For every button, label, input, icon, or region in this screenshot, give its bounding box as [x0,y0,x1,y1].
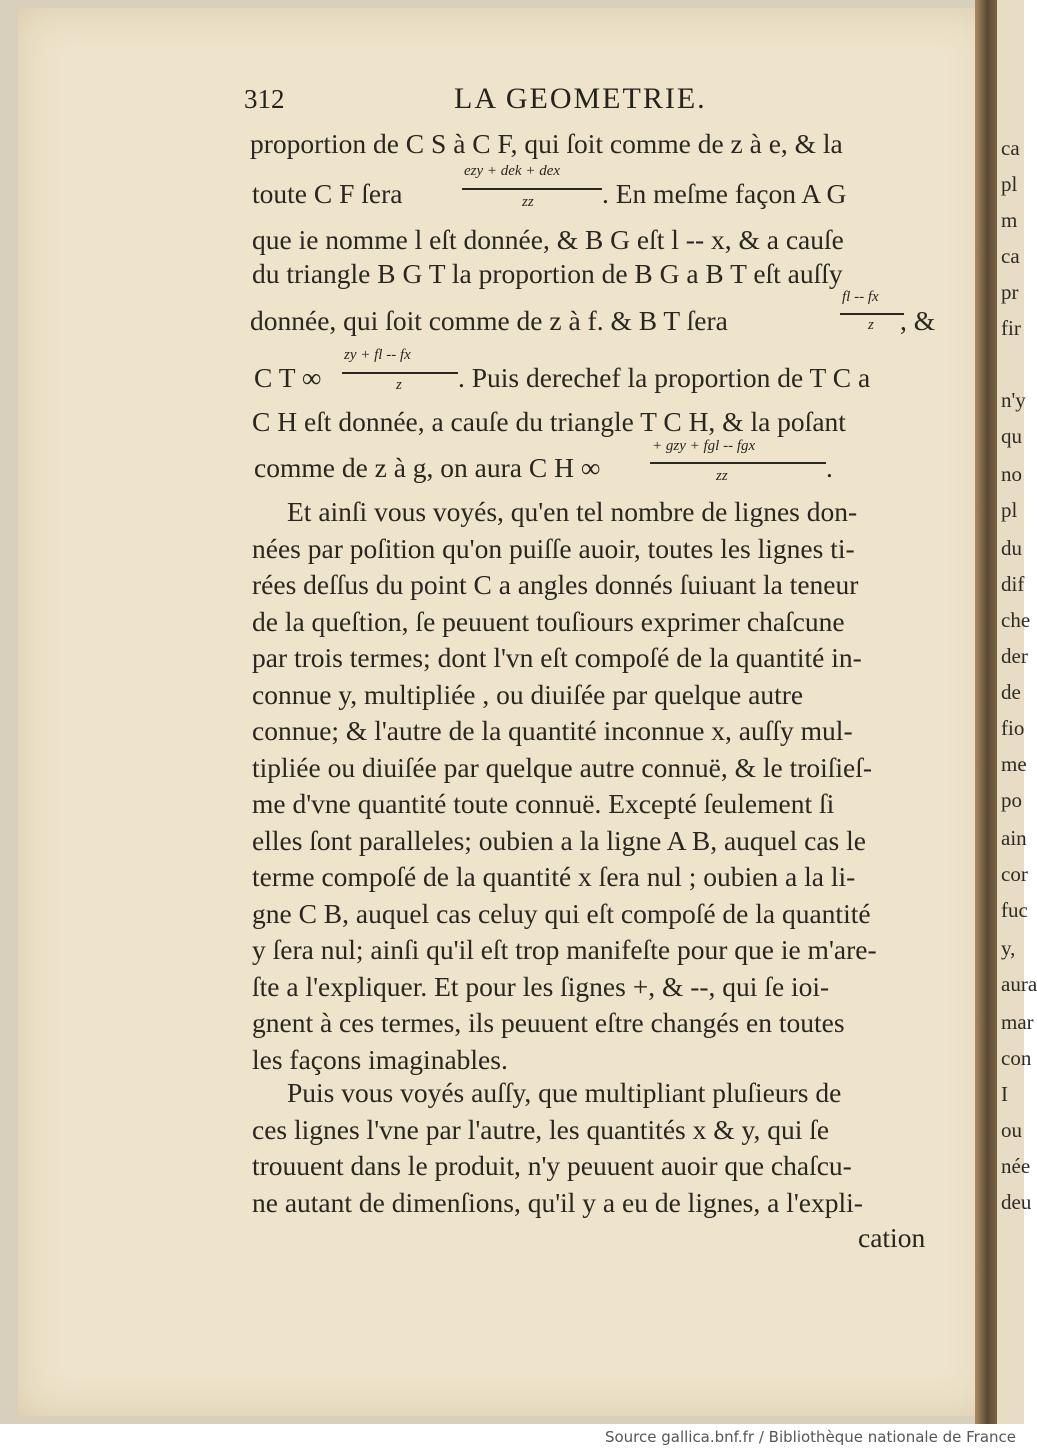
text-line: Puis vous voyés auſſy, que multipliant pluſieurs de [287,1077,842,1108]
text-line: du triangle B G T la proportion de B G a B T eſt auſſy [252,258,843,289]
text-line: . Puis derechef la proportion de T C a [458,362,871,393]
source-credit: Source gallica.bnf.fr / Bibliothèque nationale de France [604,1428,1016,1446]
text-line: connue; & l'autre de la quantité inconnue x, auſſy mul- [252,715,853,746]
facing-fragment: fio [1001,716,1025,740]
facing-fragment: che [1001,608,1031,632]
facing-fragment: pl [1001,498,1018,522]
facing-fragment: ca [1001,244,1020,268]
facing-fragment: po [1001,788,1022,812]
page-number: 312 [244,84,285,114]
facing-fragment: fuc [1001,898,1028,922]
facing-fragment: m [1001,208,1018,232]
text-line: toute C F ſera [252,178,403,209]
fraction-denominator: zz [522,194,534,210]
text-line: , & [900,305,936,336]
facing-fragment: pl [1001,172,1018,196]
fraction-numerator: ezy + dek + dex [464,163,561,179]
fraction-numerator: + gzy + fgl -- fgx [652,438,756,454]
facing-fragment: der [1001,644,1028,668]
fraction-bar [650,462,826,464]
fraction-bar [840,313,904,315]
text-line: comme de z à g, on aura C H ∞ [254,452,601,483]
text-line: C H eſt donnée, a cauſe du triangle T C H, & la poſant [252,406,846,437]
facing-fragment: me [1001,752,1027,776]
fraction-numerator: zy + fl -- fx [344,347,411,363]
text-line: me d'vne quantité toute connuë. Excepté ſeulement ſi [252,788,835,819]
text-line: gne C B, auquel cas celuy qui eſt compoſé de la quantité [252,898,871,929]
facing-page-edge [997,0,1037,1424]
facing-fragment: mar [1001,1010,1034,1034]
text-line: . En meſme façon A G [602,178,847,209]
text-line: trouuent dans le produit, n'y peuuent auoir que chaſcu- [252,1150,852,1181]
fraction-numerator: fl -- fx [842,289,879,305]
text-line: ces lignes l'vne par l'autre, les quantités x & y, qui ſe [252,1114,830,1145]
text-line: gnent à ces termes, ils peuuent eſtre changés en toutes [252,1007,845,1038]
text-line: tipliée ou diuiſée par quelque autre connuë, & le troiſieſ- [252,752,873,783]
text-line: que ie nomme l eſt donnée, & B G eſt l -- x, & a cauſe [252,224,844,255]
catchword: cation [858,1222,926,1253]
book-spine [975,0,997,1424]
text-line: les façons imaginables. [252,1044,508,1075]
text-line: rées deſſus du point C a angles donnés ſuiuant la teneur [252,569,859,600]
text-line: de la queſtion, ſe peuuent touſiours exprimer chaſcune [252,606,845,637]
running-title: LA GEOMETRIE. [454,82,707,115]
facing-fragment: aura [1001,972,1037,996]
text-line: par trois termes; dont l'vn eſt compoſé de la quantité in- [252,642,862,673]
fraction-bar [342,372,458,374]
text-line: C T ∞ [254,362,322,393]
text-line: nées par poſition qu'on puiſſe auoir, toutes les lignes ti- [252,533,855,564]
facing-fragment: ca [1001,136,1020,160]
facing-fragment: ou [1001,1118,1022,1142]
text-line: ſte a l'expliquer. Et pour les ſignes +, & --, qui ſe ioi- [252,971,830,1002]
facing-fragment: con [1001,1046,1032,1070]
text-line: terme compoſé de la quantité x ſera nul ; oubien a la li- [252,861,856,892]
facing-fragment: de [1001,680,1021,704]
facing-fragment: fir [1001,316,1021,340]
text-line: y ſera nul; ainſi qu'il eſt trop manifeſte pour que ie m'are- [252,934,877,965]
text-line: Et ainſi vous voyés, qu'en tel nombre de lignes don- [287,496,858,527]
facing-fragment: I [1001,1082,1008,1106]
facing-fragment: deu [1001,1190,1032,1214]
fraction-bar [462,188,602,190]
fraction-denominator: zz [716,468,728,484]
running-header [240,80,940,120]
facing-fragment: qu [1001,424,1022,448]
text-line: proportion de C S à C F, qui ſoit comme de z à e, & la [250,128,843,159]
facing-fragment: n'y [1001,388,1026,412]
facing-fragment: du [1001,536,1022,560]
text-line: . [826,452,833,483]
facing-fragment: dif [1001,572,1025,596]
fraction-denominator: z [396,377,402,393]
fraction-denominator: z [868,317,874,333]
facing-fragment: cor [1001,862,1028,886]
facing-fragment: no [1001,462,1022,486]
facing-fragment: pr [1001,280,1019,304]
text-line: elles ſont paralleles; oubien a la ligne A B, auquel cas le [252,825,866,856]
text-line: connue y, multipliée , ou diuiſée par quelque autre [252,679,804,710]
text-line: donnée, qui ſoit comme de z à f. & B T ſera [250,305,728,336]
text-line: ne autant de dimenſions, qu'il y a eu de lignes, a l'expli- [252,1187,863,1218]
facing-fragment: ain [1001,826,1027,850]
facing-fragment: née [1001,1154,1031,1178]
facing-fragment: y, [1001,936,1016,960]
